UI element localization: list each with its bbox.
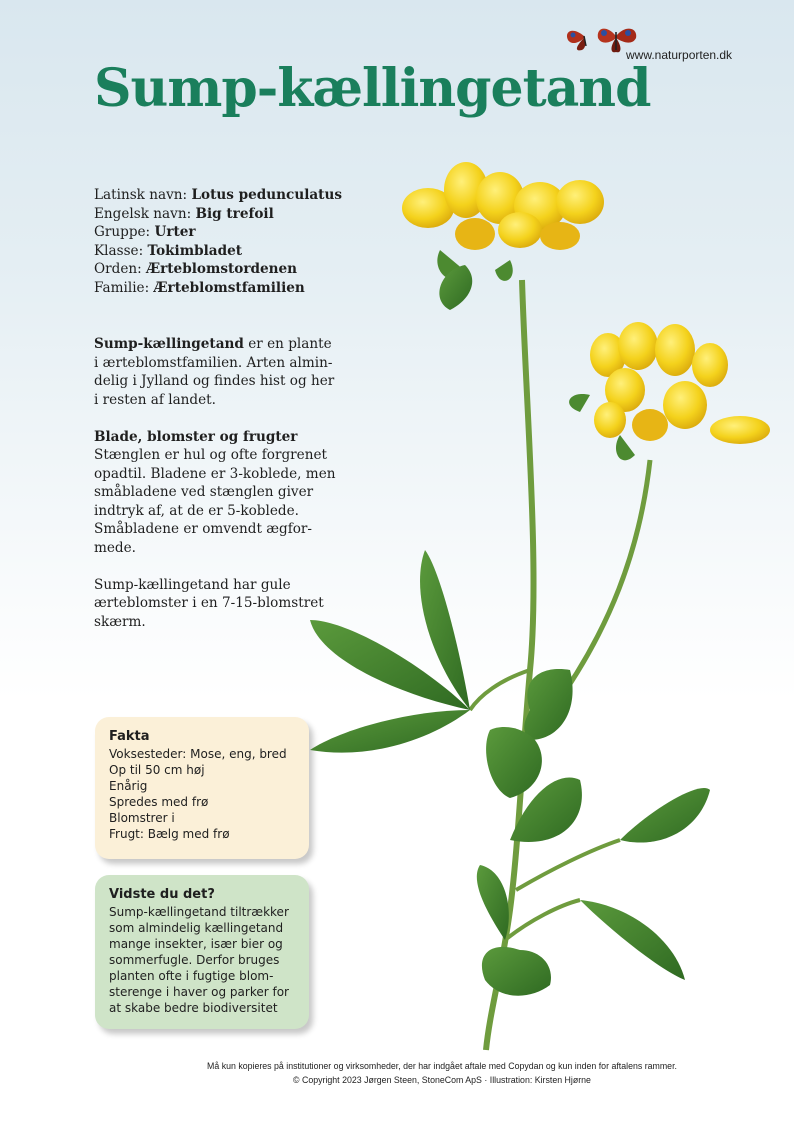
- page-title: Sump-kællingetand: [94, 58, 651, 119]
- taxonomy-group: Gruppe: Urter: [94, 224, 196, 240]
- taxonomy-order: Orden: Ærteblomstordenen: [94, 261, 298, 277]
- section-heading: Blade, blomster og frugter: [94, 428, 298, 445]
- leaves-section: Blade, blomster og frugter Stænglen er hul og ofte forgrenet opadtil. Bladene er 3-koblede, men småbladene ved stænglen giver indtryk af, at de er 5-koblede. Småbladene er omvendt ægfor-mede.: [94, 428, 336, 556]
- fakta-line: Blomstrer i: [109, 811, 175, 825]
- fakta-title: Fakta: [109, 729, 150, 744]
- fakta-line: Op til 50 cm høj: [109, 763, 205, 777]
- taxonomy-english: Engelsk navn: Big trefoil: [94, 205, 274, 222]
- fakta-line: Frugt: Bælg med frø: [109, 827, 230, 841]
- taxonomy-latin: Latinsk navn: Lotus pedunculatus: [94, 187, 342, 203]
- did-you-know-title: Vidste du det?: [109, 887, 215, 902]
- site-url[interactable]: www.naturporten.dk: [626, 48, 733, 62]
- fakta-box: [95, 717, 309, 859]
- did-you-know-box: [95, 875, 309, 1029]
- footer-license: Må kun kopieres på institutioner og virksomheder, der har indgået aftale med Copydan og kun inden for aftalens rammer.: [207, 1061, 677, 1071]
- taxonomy-class: Klasse: Tokimbladet: [94, 242, 243, 259]
- fakta-line: Voksesteder: Mose, eng, bred: [109, 747, 287, 761]
- fakta-line: Enårig: [109, 779, 148, 793]
- flowers-paragraph: Sump-kællingetand har gule ærteblomster i en 7-15-blomstret skærm.: [94, 576, 324, 630]
- intro-paragraph: Sump-kællingetand er en plante i ærteblomstfamilien. Arten almin-delig i Jylland og findes hist og her i resten af landet.: [94, 336, 335, 408]
- flower-cluster-top: [402, 162, 604, 310]
- taxonomy-family: Familie: Ærteblomstfamilien: [94, 279, 305, 296]
- footer-copyright: © Copyright 2023 Jørgen Steen, StoneCom ApS · Illustration: Kirsten Hjørne: [293, 1075, 591, 1085]
- fakta-line: Spredes med frø: [109, 795, 209, 809]
- did-you-know-text: Sump-kællingetand tiltrækker som almindelig kællingetand mange insekter, især bier og sommerfugle. Derfor bruges planten ofte i fugtige blom-sterenge i haver og parker for at skabe bedre biodiversitet: [109, 905, 289, 1015]
- plant-illustration: [290, 150, 790, 1060]
- flower-cluster-right: [569, 322, 770, 460]
